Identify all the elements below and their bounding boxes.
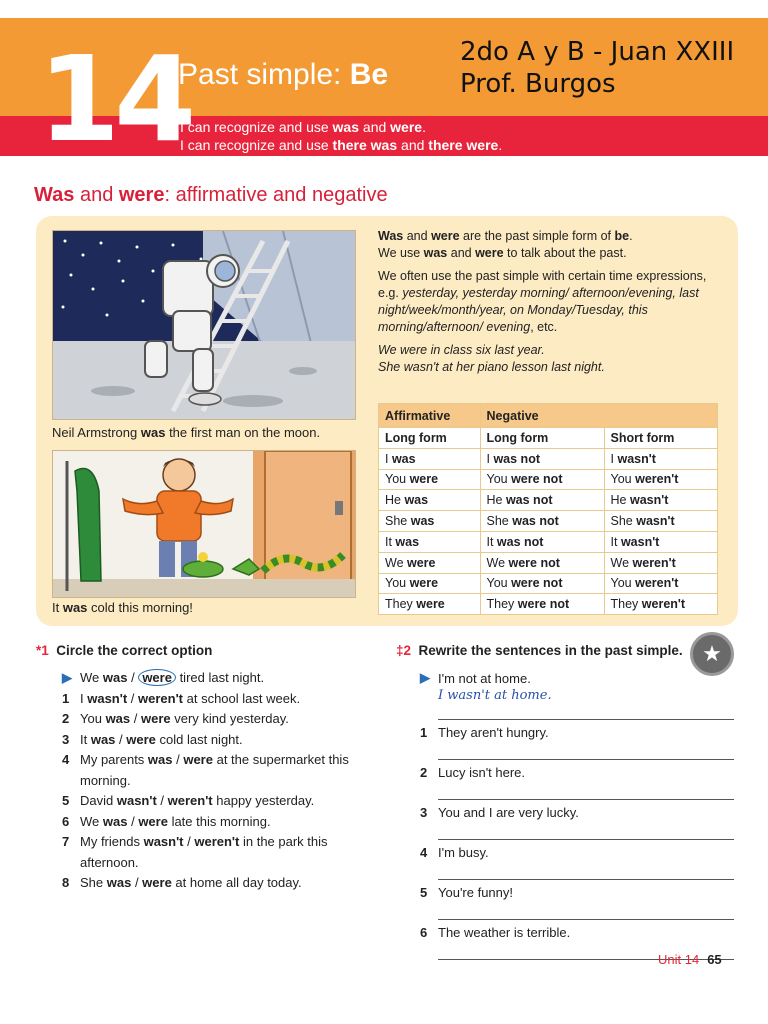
table-row: You were You were not You weren't	[379, 469, 718, 490]
answer-line[interactable]	[438, 782, 734, 800]
exercise-1-item[interactable]: 7 My friends wasn't / weren't in the park this afternoon.	[62, 834, 328, 870]
exercise-2-item: 6 The weather is terrible.	[420, 924, 571, 940]
page-footer: Unit 14 65	[658, 952, 722, 967]
astronaut-illustration	[52, 230, 356, 420]
page-title: Past simple: Be	[178, 58, 389, 91]
example-answer: I wasn't at home.	[438, 688, 552, 703]
table-row: You were You were not You weren't	[379, 573, 718, 594]
answer-line[interactable]	[438, 902, 734, 920]
exercise-2-item: 5 You're funny!	[420, 884, 514, 900]
explanation-paragraph-2: We often use the past simple with certain time expressions, e.g. yesterday, yesterday morning/ afternoon/evening, last night/week/month/year, on Monday/Tuesday, this morning/afternoon/ evening, etc.	[378, 269, 707, 334]
table-header-affirmative: Affirmative	[379, 404, 481, 428]
arrow-right-icon: ▶	[62, 670, 72, 685]
grammar-explanation	[378, 228, 718, 376]
exercise-1-item[interactable]: 2 You was / were very kind yesterday.	[62, 711, 289, 726]
table-header-negative: Negative	[480, 404, 718, 428]
exercise-2-heading: ‡2 Rewrite the sentences in the past simple.	[396, 643, 683, 658]
table-row: We were We were not We weren't	[379, 552, 718, 573]
exercise-2-item: 3 You and I are very lucky.	[420, 804, 579, 820]
answer-line	[438, 702, 734, 720]
table-row: She was She was not She wasn't	[379, 511, 718, 532]
objective-1: I can recognize and use was and were.	[180, 119, 426, 135]
star-icon: ★	[690, 632, 734, 676]
explanation-examples: We were in class six last year. She wasn't at her piano lesson last night.	[378, 343, 605, 374]
answer-line[interactable]	[438, 862, 734, 880]
exercise-1-item[interactable]: 8 She was / were at home all day today.	[62, 875, 302, 890]
unit-number: 14	[38, 30, 191, 168]
answer-line[interactable]	[438, 822, 734, 840]
exercise-2-item: 4 I'm busy.	[420, 844, 489, 860]
explanation-paragraph-1: Was and were are the past simple form of be. We use was and were to talk about the past.	[378, 229, 633, 260]
exercise-1-example: ▶ We was / were tired last night.	[62, 668, 382, 689]
table-row: He was He was not He wasn't	[379, 490, 718, 511]
cold-boy-illustration	[52, 450, 356, 598]
exercise-1-item[interactable]: 6 We was / were late this morning.	[62, 813, 271, 829]
circled-answer: were	[138, 669, 176, 686]
astronaut-caption: Neil Armstrong was the first man on the moon.	[52, 425, 321, 440]
exercise-2-item: 1 They aren't hungry.	[420, 724, 549, 740]
exercise-1-item[interactable]: 3 It was / were cold last night.	[62, 731, 243, 747]
exercise-2-example: ▶ I'm not at home.	[420, 670, 531, 686]
class-stamp: 2do A y B - Juan XXIII Prof. Burgos	[460, 37, 735, 99]
exercise-2-list	[420, 668, 735, 960]
exercise-1-item[interactable]: 4 My parents was / were at the supermarket this morning.	[62, 752, 349, 788]
objective-2: I can recognize and use there was and there were.	[180, 137, 503, 153]
exercise-1-list	[62, 668, 382, 894]
table-row: It was It was not It wasn't	[379, 531, 718, 552]
grammar-table	[378, 403, 718, 615]
cold-caption: It was cold this morning!	[52, 600, 193, 615]
table-row: I was I was not I wasn't	[379, 448, 718, 469]
exercise-1-heading: *1 Circle the correct option	[36, 643, 213, 658]
exercise-1-item[interactable]: 1 I wasn't / weren't at school last week.	[62, 690, 301, 706]
section-title: Was and were: affirmative and negative	[34, 184, 388, 206]
exercise-1-item[interactable]: 5 David wasn't / weren't happy yesterday.	[62, 793, 315, 808]
learning-objectives	[180, 118, 502, 154]
table-row: They were They were not They weren't	[379, 594, 718, 615]
table-subheader-row: Long form Long form Short form	[379, 428, 718, 449]
answer-line[interactable]	[438, 742, 734, 760]
arrow-right-icon: ▶	[420, 670, 430, 685]
exercise-2-item: 2 Lucy isn't here.	[420, 764, 526, 780]
